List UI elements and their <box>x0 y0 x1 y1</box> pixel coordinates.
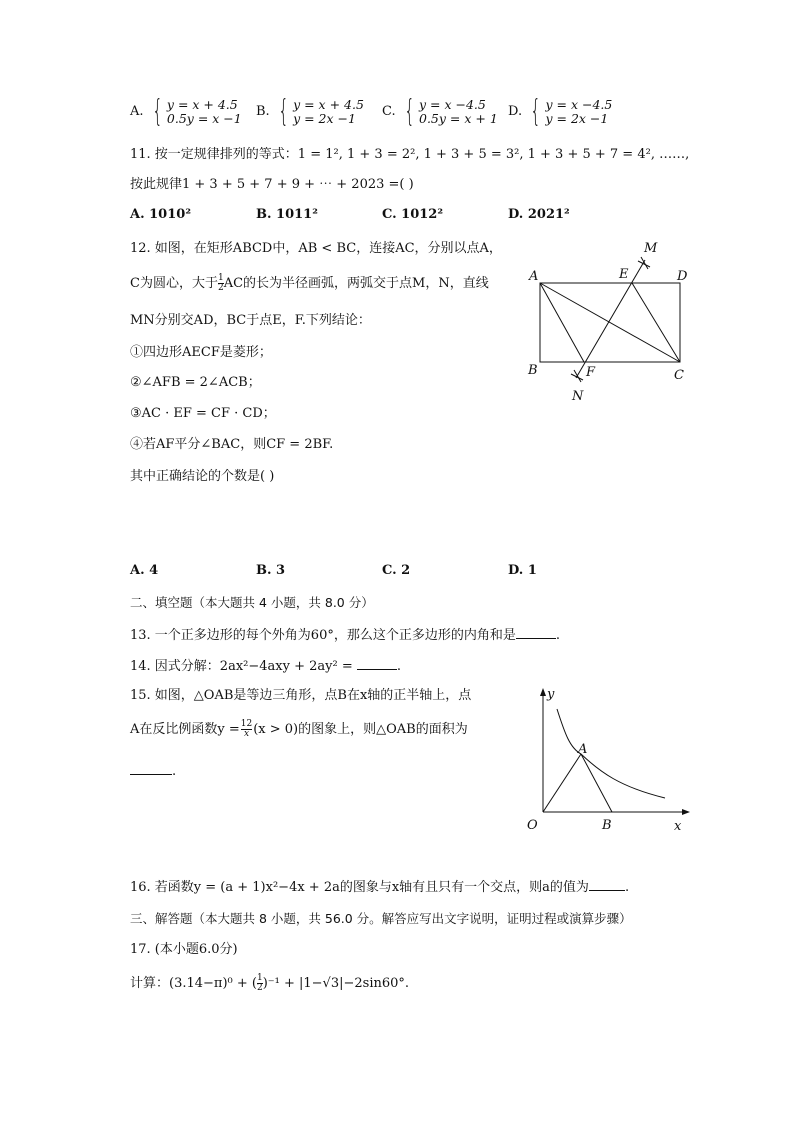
q11-option-b: B. 1011² <box>256 207 318 222</box>
q10-option-c: C. { y = x −4.5 0.5y = x + 1 <box>382 94 498 129</box>
q12-option-d: D. 1 <box>508 563 537 578</box>
brace-icon: { <box>404 94 415 129</box>
label-d: D <box>677 269 688 284</box>
segment-ab <box>581 754 612 812</box>
q10-option-d: D. { y = x −4.5 y = 2x −1 <box>508 94 613 129</box>
q17-title: 17. (本小题6.0分) <box>130 942 238 957</box>
y-axis-arrow-icon <box>540 688 546 696</box>
brace-icon: { <box>151 94 163 129</box>
q11-option-c: C. 1012² <box>382 207 444 222</box>
answer-blank <box>130 760 172 775</box>
label-c: C <box>674 368 684 383</box>
q12-line3: MN分别交AD，BC于点E，F.下列结论： <box>130 313 371 328</box>
hyperbola-curve <box>557 709 665 798</box>
q11-line1: 11. 按一定规律排列的等式：1 = 1², 1 + 3 = 2², 1 + 3 + 5 = 3², 1 + 3 + 5 + 7 = 4², ……, <box>130 147 690 162</box>
label-a: A <box>578 742 588 757</box>
q12-conclusion-3: ③AC · EF = CF · CD； <box>130 406 276 421</box>
diagonal-ac <box>540 283 680 362</box>
section-3-heading: 三、解答题（本大题共 8 小题，共 56.0 分。解答应写出文字说明，证明过程或演算步骤） <box>130 911 632 926</box>
option-a-system: y = x + 4.5 0.5y = x −1 <box>166 97 242 126</box>
label-b: B <box>528 363 538 378</box>
q15-line1: 15. 如图，△OAB是等边三角形，点B在x轴的正半轴上，点 <box>130 688 472 703</box>
fraction-half: $\frac{1}{2}$ <box>256 973 263 993</box>
q12-question-end: 其中正确结论的个数是( ) <box>130 469 275 484</box>
segment-oa <box>543 754 581 812</box>
answer-blank <box>516 624 556 639</box>
label-x: x <box>674 819 682 834</box>
q11-option-a: A. 1010² <box>130 207 192 222</box>
label-b: B <box>602 818 612 833</box>
q16: 16. 若函数y = (a + 1)x²−4x + 2a的图象与x轴有且只有一个交点，则a的值为 . <box>130 876 629 897</box>
q15-graph-figure <box>520 684 692 836</box>
option-a-letter: A. <box>130 104 144 119</box>
q12-conclusion-1: ①四边形AECF是菱形； <box>130 345 272 360</box>
label-e: E <box>619 267 629 282</box>
answer-blank <box>589 876 625 891</box>
q12-option-c: C. 2 <box>382 563 411 578</box>
label-y: y <box>547 687 555 702</box>
q12-conclusion-2: ②∠AFB = 2∠ACB； <box>130 375 261 390</box>
segment-ec <box>632 283 680 362</box>
q11-option-d: D. 2021² <box>508 207 570 222</box>
fraction-12-over-x: $\frac{12}{x}$ <box>240 719 253 739</box>
line-mn <box>576 260 645 378</box>
q14: 14. 因式分解：2ax²−4axy + 2ay² = . <box>130 655 401 676</box>
x-axis-arrow-icon <box>682 809 690 815</box>
section-2-heading: 二、填空题（本大题共 4 小题，共 8.0 分） <box>130 595 374 610</box>
q10-options <box>130 94 242 129</box>
answer-blank <box>357 655 397 670</box>
q12-rectangle-figure <box>520 236 710 408</box>
label-f: F <box>586 365 596 380</box>
label-a: A <box>529 269 539 284</box>
q12-option-b: B. 3 <box>256 563 286 578</box>
q17-calc: 计算：(3.14−π)⁰ + ( $\frac{1}{2}$ )⁻¹ + |1−√3|−2sin60°. <box>130 973 410 993</box>
q12-option-a: A. 4 <box>130 563 159 578</box>
q10-option-b: B. { y = x + 4.5 y = 2x −1 <box>256 94 364 129</box>
q15-blank-line: . <box>130 760 176 781</box>
q15-line2: A在反比例函数y = $\frac{12}{x}$ (x > 0)的图象上，则△OAB的面积为 <box>130 719 468 739</box>
brace-icon: { <box>278 94 289 129</box>
brace-icon: { <box>530 94 542 129</box>
q11-line2: 按此规律1 + 3 + 5 + 7 + 9 + ⋯ + 2023 =( ) <box>130 177 414 192</box>
q12-conclusion-4: ④若AF平分∠BAC，则CF = 2BF. <box>130 437 334 452</box>
q12-line1: 12. 如图，在矩形ABCD中，AB < BC，连接AC，分别以点A， <box>130 241 502 256</box>
label-o: O <box>527 818 538 833</box>
fraction-half: $\frac{1}{2}$ <box>217 273 224 293</box>
q13: 13. 一个正多边形的每个外角为60°，那么这个正多边形的内角和是 . <box>130 624 560 645</box>
q12-line2: C为圆心，大于 $\frac{1}{2}$ AC的长为半径画弧，两弧交于点M，N，直线 <box>130 273 489 293</box>
label-n: N <box>572 389 584 404</box>
label-m: M <box>644 241 658 256</box>
